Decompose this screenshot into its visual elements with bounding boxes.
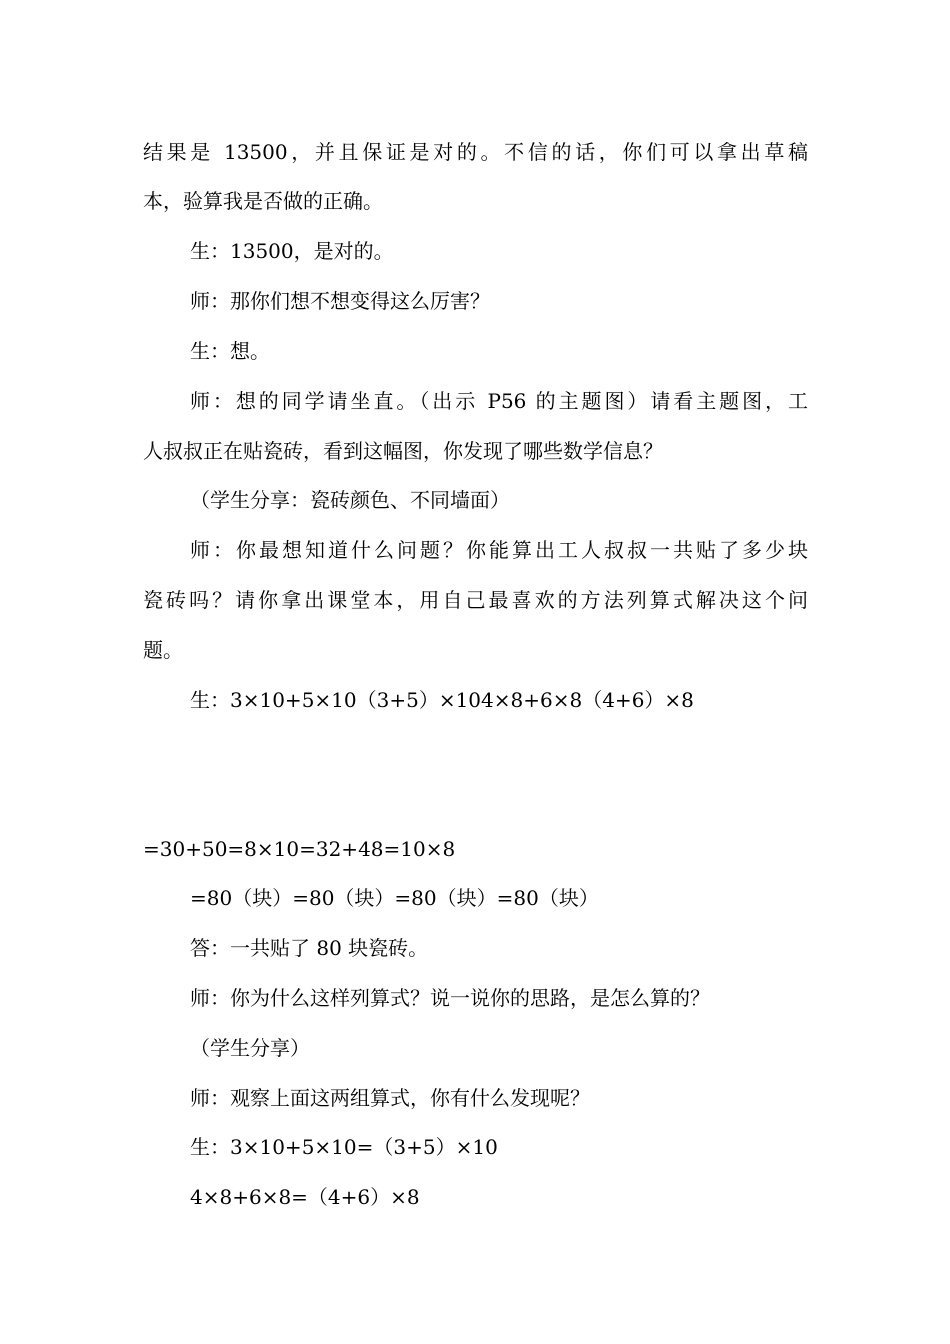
student-equation-line: 生：3×10+5×10=（3+5）×10 <box>190 1135 498 1159</box>
student-equations-line: 生：3×10+5×10（3+5）×104×8+6×8（4+6）×8 <box>190 688 694 712</box>
teacher-question-line: 师：你为什么这样列算式？说一说你的思路，是怎么算的？ <box>190 986 710 1010</box>
teacher-question-line-cont: 瓷砖吗？请你拿出课堂本，用自己最喜欢的方法列算式解决这个问 <box>143 588 808 612</box>
student-reply-line: 生：想。 <box>190 339 270 363</box>
student-reply-line: 生：13500，是对的。 <box>190 239 394 263</box>
student-share-line: （学生分享：瓷砖颜色、不同墙面） <box>190 488 510 512</box>
teacher-question-line-end: 题。 <box>143 638 183 662</box>
teacher-question-line: 师：观察上面这两组算式，你有什么发现呢？ <box>190 1086 590 1110</box>
teacher-instruction-line: 师：想的同学请坐直。（出示 P56 的主题图）请看主题图，工 <box>190 389 808 413</box>
paragraph-line-1: 结果是 13500，并且保证是对的。不信的话，你们可以拿出草稿 <box>143 140 808 164</box>
equation-step-line: =30+50=8×10=32+48=10×8 <box>143 837 456 861</box>
teacher-instruction-line-cont: 人叔叔正在贴瓷砖，看到这幅图，你发现了哪些数学信息？ <box>143 439 663 463</box>
equation-result-line: =80（块）=80（块）=80（块）=80（块） <box>190 886 599 910</box>
teacher-question-line: 师：你最想知道什么问题？你能算出工人叔叔一共贴了多少块 <box>190 538 808 562</box>
answer-line: 答：一共贴了 80 块瓷砖。 <box>190 936 429 960</box>
paragraph-line-2: 本，验算我是否做的正确。 <box>143 189 383 213</box>
teacher-question-line: 师：那你们想不想变得这么厉害？ <box>190 289 490 313</box>
student-share-line: （学生分享） <box>190 1036 310 1060</box>
student-equation-line: 4×8+6×8=（4+6）×8 <box>190 1185 420 1209</box>
